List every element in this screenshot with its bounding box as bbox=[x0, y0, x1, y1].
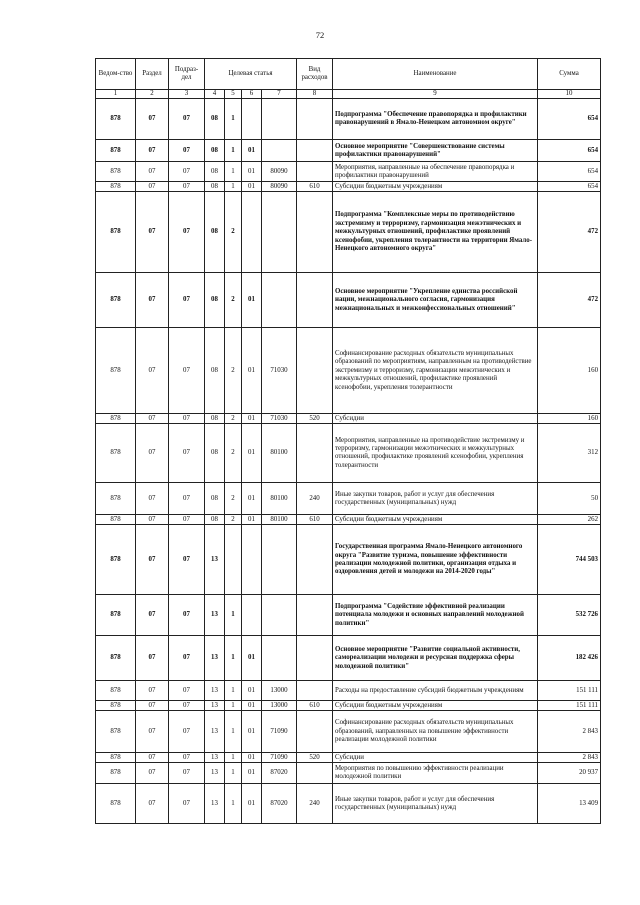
cell-target-direction bbox=[262, 595, 297, 636]
page-number: 72 bbox=[315, 30, 325, 40]
cell-target-event bbox=[242, 192, 262, 273]
cell-sum: 160 bbox=[538, 414, 601, 424]
cell-vedomstvo: 878 bbox=[96, 753, 136, 763]
cell-target-program: 08 bbox=[205, 328, 225, 414]
cell-vedomstvo: 878 bbox=[96, 162, 136, 182]
cell-razdel: 07 bbox=[136, 701, 169, 711]
header-podrazdel: Подраз-дел bbox=[169, 59, 205, 90]
cell-razdel: 07 bbox=[136, 515, 169, 525]
cell-sum: 160 bbox=[538, 328, 601, 414]
cell-name: Мероприятия, направленные на обеспечение правопорядка и профилактики правонарушений bbox=[333, 162, 538, 182]
cell-sum: 654 bbox=[538, 162, 601, 182]
cell-razdel: 07 bbox=[136, 636, 169, 681]
cell-name: Субсидии бюджетным учреждениям bbox=[333, 182, 538, 192]
cell-sum: 2 843 bbox=[538, 711, 601, 753]
cell-target-direction: 80100 bbox=[262, 515, 297, 525]
cell-podrazdel: 07 bbox=[169, 636, 205, 681]
cell-sum: 532 726 bbox=[538, 595, 601, 636]
cell-vedomstvo: 878 bbox=[96, 595, 136, 636]
cell-name: Расходы на предоставление субсидий бюджетным учреждениям bbox=[333, 681, 538, 701]
cell-target-event: 01 bbox=[242, 483, 262, 515]
cell-name: Иные закупки товаров, работ и услуг для обеспечения государственных (муниципальных) нужд bbox=[333, 483, 538, 515]
cell-name: Субсидии бюджетным учреждениям bbox=[333, 515, 538, 525]
cell-razdel: 07 bbox=[136, 162, 169, 182]
cell-target-direction: 13000 bbox=[262, 681, 297, 701]
cell-razdel: 07 bbox=[136, 140, 169, 162]
cell-target-event: 01 bbox=[242, 414, 262, 424]
table-row bbox=[96, 681, 601, 701]
cell-target-program: 08 bbox=[205, 483, 225, 515]
cell-razdel: 07 bbox=[136, 483, 169, 515]
column-number-row bbox=[96, 90, 601, 99]
cell-sum: 151 111 bbox=[538, 681, 601, 701]
cell-target-event: 01 bbox=[242, 424, 262, 483]
cell-target-subprogram: 2 bbox=[225, 483, 242, 515]
cell-target-subprogram bbox=[225, 525, 242, 595]
cell-razdel: 07 bbox=[136, 525, 169, 595]
cell-sum: 654 bbox=[538, 182, 601, 192]
cell-podrazdel: 07 bbox=[169, 681, 205, 701]
cell-target-direction: 71030 bbox=[262, 328, 297, 414]
cell-vedomstvo: 878 bbox=[96, 763, 136, 784]
cell-target-direction bbox=[262, 273, 297, 328]
cell-razdel: 07 bbox=[136, 763, 169, 784]
table-row bbox=[96, 99, 601, 140]
cell-name: Основное мероприятие "Совершенствование системы профилактики правонарушений" bbox=[333, 140, 538, 162]
cell-name: Иные закупки товаров, работ и услуг для обеспечения государственных (муниципальных) нужд bbox=[333, 784, 538, 824]
cell-sum: 312 bbox=[538, 424, 601, 483]
cell-target-subprogram: 1 bbox=[225, 595, 242, 636]
cell-target-subprogram: 2 bbox=[225, 328, 242, 414]
cell-name: Софинансирование расходных обязательств муниципальных образований, направленных на повышение эффективности реализации молодежной политики bbox=[333, 711, 538, 753]
cell-name: Основное мероприятие "Развитие социальной активности, самореализации молодежи и ресурсная поддержка сферы молодежной политики" bbox=[333, 636, 538, 681]
cell-razdel: 07 bbox=[136, 328, 169, 414]
cell-target-subprogram: 1 bbox=[225, 681, 242, 701]
cell-podrazdel: 07 bbox=[169, 763, 205, 784]
cell-target-direction: 13000 bbox=[262, 701, 297, 711]
cell-sum: 654 bbox=[538, 140, 601, 162]
cell-target-direction: 80100 bbox=[262, 424, 297, 483]
cell-target-program: 13 bbox=[205, 763, 225, 784]
cell-target-event: 01 bbox=[242, 784, 262, 824]
cell-target-program: 08 bbox=[205, 140, 225, 162]
cell-target-subprogram: 1 bbox=[225, 701, 242, 711]
header-vid-raskhodov: Вид расходов bbox=[297, 59, 333, 90]
cell-name: Подпрограмма "Содействие эффективной реализации потенциала молодежи и основных направлений молодежной политики" bbox=[333, 595, 538, 636]
cell-vedomstvo: 878 bbox=[96, 192, 136, 273]
column-number: 10 bbox=[538, 90, 601, 99]
cell-podrazdel: 07 bbox=[169, 328, 205, 414]
table-row bbox=[96, 182, 601, 192]
column-number: 7 bbox=[262, 90, 297, 99]
cell-target-subprogram: 2 bbox=[225, 192, 242, 273]
table-row bbox=[96, 525, 601, 595]
cell-podrazdel: 07 bbox=[169, 525, 205, 595]
cell-razdel: 07 bbox=[136, 273, 169, 328]
cell-podrazdel: 07 bbox=[169, 182, 205, 192]
cell-vedomstvo: 878 bbox=[96, 681, 136, 701]
cell-podrazdel: 07 bbox=[169, 701, 205, 711]
cell-vedomstvo: 878 bbox=[96, 273, 136, 328]
cell-target-program: 13 bbox=[205, 784, 225, 824]
cell-vedomstvo: 878 bbox=[96, 424, 136, 483]
cell-target-program: 13 bbox=[205, 595, 225, 636]
cell-razdel: 07 bbox=[136, 681, 169, 701]
cell-vid-raskhodov: 240 bbox=[297, 483, 333, 515]
cell-razdel: 07 bbox=[136, 784, 169, 824]
cell-vid-raskhodov bbox=[297, 595, 333, 636]
cell-vid-raskhodov bbox=[297, 525, 333, 595]
cell-vedomstvo: 878 bbox=[96, 182, 136, 192]
cell-vid-raskhodov bbox=[297, 711, 333, 753]
cell-sum: 472 bbox=[538, 273, 601, 328]
cell-target-subprogram: 2 bbox=[225, 273, 242, 328]
cell-name: Государственная программа Ямало-Ненецкого автономного округа "Развитие туризма, повышение эффективности реализации молодежной политики, организация отдыха и оздоровления детей и молодежи на 2014-2020 годы" bbox=[333, 525, 538, 595]
cell-target-direction: 71030 bbox=[262, 414, 297, 424]
cell-razdel: 07 bbox=[136, 182, 169, 192]
cell-target-subprogram: 1 bbox=[225, 636, 242, 681]
cell-name: Софинансирование расходных обязательств муниципальных образований по мероприятиям, направленным на противодействие экстремизму и терроризму, гармонизации межэтнических и межкультурных отношений, профилактике проявлений ксенофобии, укрепления толерантности bbox=[333, 328, 538, 414]
table-row bbox=[96, 328, 601, 414]
cell-vedomstvo: 878 bbox=[96, 711, 136, 753]
cell-target-subprogram: 1 bbox=[225, 182, 242, 192]
cell-name: Мероприятия, направленные на противодействие экстремизму и терроризму, гармонизации межэтнических и межкультурных отношений, профилактике проявлений ксенофобии, укрепления толерантности bbox=[333, 424, 538, 483]
cell-vid-raskhodov bbox=[297, 192, 333, 273]
cell-sum: 151 111 bbox=[538, 701, 601, 711]
cell-vid-raskhodov: 520 bbox=[297, 753, 333, 763]
cell-target-event: 01 bbox=[242, 701, 262, 711]
cell-vid-raskhodov bbox=[297, 99, 333, 140]
cell-podrazdel: 07 bbox=[169, 414, 205, 424]
cell-podrazdel: 07 bbox=[169, 424, 205, 483]
table-row bbox=[96, 753, 601, 763]
cell-sum: 20 937 bbox=[538, 763, 601, 784]
cell-target-subprogram: 2 bbox=[225, 414, 242, 424]
cell-target-direction: 71090 bbox=[262, 711, 297, 753]
cell-podrazdel: 07 bbox=[169, 162, 205, 182]
cell-sum: 13 409 bbox=[538, 784, 601, 824]
cell-name: Подпрограмма "Комплексные меры по противодействию экстремизму и терроризму, гармонизация межэтнических и межкультурных отношений, профилактике проявлений ксенофобии, укрепления толерантности на территории Ямало-Ненецкого автономного округа" bbox=[333, 192, 538, 273]
cell-razdel: 07 bbox=[136, 414, 169, 424]
cell-target-direction bbox=[262, 636, 297, 681]
table-row bbox=[96, 162, 601, 182]
cell-vedomstvo: 878 bbox=[96, 483, 136, 515]
cell-target-direction: 87020 bbox=[262, 763, 297, 784]
cell-vedomstvo: 878 bbox=[96, 515, 136, 525]
cell-target-program: 08 bbox=[205, 99, 225, 140]
table-row bbox=[96, 595, 601, 636]
cell-target-event: 01 bbox=[242, 328, 262, 414]
cell-podrazdel: 07 bbox=[169, 515, 205, 525]
cell-target-direction: 80100 bbox=[262, 483, 297, 515]
cell-target-event: 01 bbox=[242, 763, 262, 784]
budget-table bbox=[95, 58, 601, 824]
table-body bbox=[96, 99, 601, 824]
header-vedomstvo: Ведом-ство bbox=[96, 59, 136, 90]
table-row bbox=[96, 515, 601, 525]
table-row bbox=[96, 192, 601, 273]
cell-target-subprogram: 1 bbox=[225, 711, 242, 753]
cell-target-program: 08 bbox=[205, 182, 225, 192]
cell-target-program: 08 bbox=[205, 424, 225, 483]
cell-razdel: 07 bbox=[136, 753, 169, 763]
cell-target-event: 01 bbox=[242, 753, 262, 763]
cell-target-direction bbox=[262, 99, 297, 140]
column-number: 1 bbox=[96, 90, 136, 99]
cell-podrazdel: 07 bbox=[169, 595, 205, 636]
cell-vedomstvo: 878 bbox=[96, 140, 136, 162]
cell-podrazdel: 07 bbox=[169, 192, 205, 273]
cell-target-event: 01 bbox=[242, 515, 262, 525]
table-row bbox=[96, 483, 601, 515]
cell-target-subprogram: 2 bbox=[225, 424, 242, 483]
cell-podrazdel: 07 bbox=[169, 784, 205, 824]
table-row bbox=[96, 273, 601, 328]
cell-target-direction bbox=[262, 192, 297, 273]
cell-target-program: 13 bbox=[205, 681, 225, 701]
cell-razdel: 07 bbox=[136, 711, 169, 753]
cell-sum: 262 bbox=[538, 515, 601, 525]
cell-target-direction: 87020 bbox=[262, 784, 297, 824]
cell-vid-raskhodov bbox=[297, 681, 333, 701]
header-sum: Сумма bbox=[538, 59, 601, 90]
cell-target-program: 08 bbox=[205, 273, 225, 328]
cell-vid-raskhodov bbox=[297, 162, 333, 182]
cell-target-event: 01 bbox=[242, 711, 262, 753]
cell-name: Подпрограмма "Обеспечение правопорядка и профилактики правонарушений в Ямало-Ненецком автономном округе" bbox=[333, 99, 538, 140]
cell-sum: 472 bbox=[538, 192, 601, 273]
cell-target-subprogram: 1 bbox=[225, 753, 242, 763]
column-number: 3 bbox=[169, 90, 205, 99]
cell-vid-raskhodov: 610 bbox=[297, 515, 333, 525]
cell-target-direction: 80090 bbox=[262, 182, 297, 192]
header-target-article: Целевая статья bbox=[205, 59, 297, 90]
cell-target-program: 08 bbox=[205, 414, 225, 424]
cell-sum: 744 503 bbox=[538, 525, 601, 595]
cell-razdel: 07 bbox=[136, 99, 169, 140]
table-row bbox=[96, 140, 601, 162]
cell-vedomstvo: 878 bbox=[96, 414, 136, 424]
cell-target-direction bbox=[262, 525, 297, 595]
table-row bbox=[96, 763, 601, 784]
column-number: 8 bbox=[297, 90, 333, 99]
table-row bbox=[96, 701, 601, 711]
cell-vid-raskhodov: 240 bbox=[297, 784, 333, 824]
table-row bbox=[96, 636, 601, 681]
cell-vedomstvo: 878 bbox=[96, 328, 136, 414]
cell-target-event: 01 bbox=[242, 273, 262, 328]
cell-razdel: 07 bbox=[136, 424, 169, 483]
cell-target-program: 08 bbox=[205, 192, 225, 273]
cell-vid-raskhodov bbox=[297, 763, 333, 784]
cell-name: Субсидии bbox=[333, 753, 538, 763]
cell-target-program: 13 bbox=[205, 711, 225, 753]
cell-name: Мероприятия по повышению эффективности реализации молодежной политики bbox=[333, 763, 538, 784]
cell-vid-raskhodov bbox=[297, 424, 333, 483]
cell-target-event bbox=[242, 99, 262, 140]
cell-target-subprogram: 1 bbox=[225, 140, 242, 162]
cell-target-event: 01 bbox=[242, 636, 262, 681]
cell-target-event: 01 bbox=[242, 140, 262, 162]
table-row bbox=[96, 711, 601, 753]
column-number: 2 bbox=[136, 90, 169, 99]
cell-podrazdel: 07 bbox=[169, 753, 205, 763]
cell-podrazdel: 07 bbox=[169, 99, 205, 140]
cell-sum: 182 426 bbox=[538, 636, 601, 681]
cell-vid-raskhodov: 610 bbox=[297, 182, 333, 192]
header-name: Наименование bbox=[333, 59, 538, 90]
cell-target-event: 01 bbox=[242, 162, 262, 182]
cell-vedomstvo: 878 bbox=[96, 784, 136, 824]
cell-target-subprogram: 2 bbox=[225, 515, 242, 525]
cell-target-program: 13 bbox=[205, 701, 225, 711]
cell-vedomstvo: 878 bbox=[96, 701, 136, 711]
cell-target-program: 08 bbox=[205, 515, 225, 525]
cell-podrazdel: 07 bbox=[169, 711, 205, 753]
cell-vedomstvo: 878 bbox=[96, 636, 136, 681]
cell-target-direction: 71090 bbox=[262, 753, 297, 763]
cell-podrazdel: 07 bbox=[169, 483, 205, 515]
cell-vedomstvo: 878 bbox=[96, 99, 136, 140]
header-row bbox=[96, 59, 601, 90]
cell-target-event: 01 bbox=[242, 182, 262, 192]
cell-target-program: 13 bbox=[205, 636, 225, 681]
cell-razdel: 07 bbox=[136, 192, 169, 273]
column-number: 6 bbox=[242, 90, 262, 99]
cell-vid-raskhodov bbox=[297, 273, 333, 328]
cell-vid-raskhodov bbox=[297, 140, 333, 162]
cell-target-event bbox=[242, 525, 262, 595]
cell-target-subprogram: 1 bbox=[225, 99, 242, 140]
cell-target-subprogram: 1 bbox=[225, 162, 242, 182]
cell-name: Субсидии бюджетным учреждениям bbox=[333, 701, 538, 711]
cell-sum: 50 bbox=[538, 483, 601, 515]
column-number: 4 bbox=[205, 90, 225, 99]
cell-target-event: 01 bbox=[242, 681, 262, 701]
cell-target-program: 13 bbox=[205, 753, 225, 763]
cell-vid-raskhodov: 520 bbox=[297, 414, 333, 424]
cell-podrazdel: 07 bbox=[169, 273, 205, 328]
cell-sum: 2 843 bbox=[538, 753, 601, 763]
cell-name: Субсидии bbox=[333, 414, 538, 424]
cell-target-event bbox=[242, 595, 262, 636]
cell-vedomstvo: 878 bbox=[96, 525, 136, 595]
cell-podrazdel: 07 bbox=[169, 140, 205, 162]
cell-target-direction: 80090 bbox=[262, 162, 297, 182]
cell-razdel: 07 bbox=[136, 595, 169, 636]
table-row bbox=[96, 424, 601, 483]
cell-target-program: 13 bbox=[205, 525, 225, 595]
cell-vid-raskhodov bbox=[297, 328, 333, 414]
cell-vid-raskhodov bbox=[297, 636, 333, 681]
cell-target-subprogram: 1 bbox=[225, 763, 242, 784]
cell-target-program: 08 bbox=[205, 162, 225, 182]
cell-vid-raskhodov: 610 bbox=[297, 701, 333, 711]
cell-name: Основное мероприятие "Укрепление единства российской нации, межнационального согласия, гармонизация межнациональных и межконфессиональных отношений" bbox=[333, 273, 538, 328]
header-razdel: Раздел bbox=[136, 59, 169, 90]
table-row bbox=[96, 784, 601, 824]
cell-target-direction bbox=[262, 140, 297, 162]
cell-target-subprogram: 1 bbox=[225, 784, 242, 824]
cell-sum: 654 bbox=[538, 99, 601, 140]
column-number: 9 bbox=[333, 90, 538, 99]
table-row bbox=[96, 414, 601, 424]
column-number: 5 bbox=[225, 90, 242, 99]
